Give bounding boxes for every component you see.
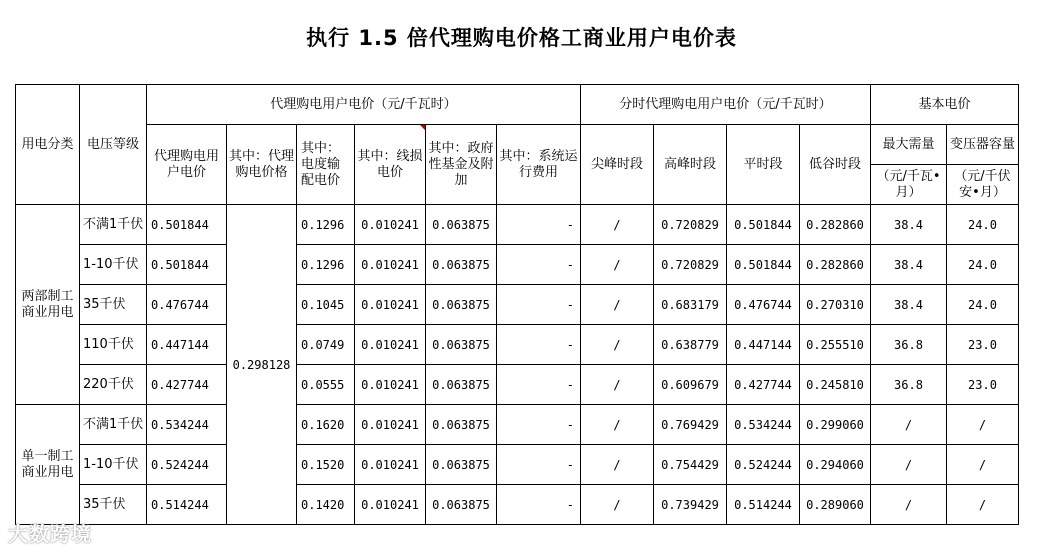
table-header [16, 85, 1019, 205]
fund-cell: 0.063875 [426, 445, 497, 485]
loss-cell: 0.010241 [355, 405, 426, 445]
peak-cell: 0.769429 [654, 405, 727, 445]
max-demand-cell: 36.8 [871, 325, 947, 365]
table-row [16, 245, 1019, 285]
table-row [16, 485, 1019, 525]
flat-cell: 0.524244 [727, 445, 800, 485]
system-cell: - [497, 485, 581, 525]
peak-cell: 0.609679 [654, 365, 727, 405]
sharp-peak-cell: / [581, 325, 654, 365]
header-transformer-capacity: 变压器容量 [947, 125, 1019, 165]
agent-price-cell: 0.447144 [147, 325, 227, 365]
voltage-cell: 220千伏 [80, 365, 147, 405]
voltage-cell: 110千伏 [80, 325, 147, 365]
sharp-peak-cell: / [581, 365, 654, 405]
system-cell: - [497, 365, 581, 405]
fund-cell: 0.063875 [426, 485, 497, 525]
fund-cell: 0.063875 [426, 245, 497, 285]
transmission-cell: 0.1296 [297, 245, 355, 285]
watermark: 大数跨境 [8, 522, 92, 546]
fund-cell: 0.063875 [426, 205, 497, 245]
voltage-cell: 35千伏 [80, 485, 147, 525]
agent-price-cell: 0.476744 [147, 285, 227, 325]
header-of-which-loss: 其中：线损电价 [355, 125, 426, 205]
flat-cell: 0.534244 [727, 405, 800, 445]
system-cell: - [497, 245, 581, 285]
capacity-cell: 23.0 [947, 365, 1019, 405]
system-cell: - [497, 405, 581, 445]
header-agent-price: 代理购电用户电价 [147, 125, 227, 205]
comment-marker-icon [420, 125, 425, 130]
max-demand-cell: 38.4 [871, 205, 947, 245]
capacity-cell: 23.0 [947, 325, 1019, 365]
transmission-cell: 0.1620 [297, 405, 355, 445]
system-cell: - [497, 285, 581, 325]
peak-cell: 0.720829 [654, 245, 727, 285]
fund-cell: 0.063875 [426, 325, 497, 365]
valley-cell: 0.282860 [800, 205, 871, 245]
table-row [16, 325, 1019, 365]
loss-cell: 0.010241 [355, 485, 426, 525]
loss-cell: 0.010241 [355, 205, 426, 245]
header-category: 用电分类 [16, 85, 80, 205]
flat-cell: 0.476744 [727, 285, 800, 325]
table-row [16, 365, 1019, 405]
capacity-cell: 24.0 [947, 285, 1019, 325]
header-of-which-system: 其中：系统运行费用 [497, 125, 581, 205]
valley-cell: 0.255510 [800, 325, 871, 365]
peak-cell: 0.638779 [654, 325, 727, 365]
voltage-cell: 1-10千伏 [80, 245, 147, 285]
max-demand-cell: 36.8 [871, 365, 947, 405]
max-demand-cell: / [871, 445, 947, 485]
loss-cell: 0.010241 [355, 285, 426, 325]
voltage-cell: 35千伏 [80, 285, 147, 325]
valley-cell: 0.289060 [800, 485, 871, 525]
agent-price-cell: 0.427744 [147, 365, 227, 405]
flat-cell: 0.501844 [727, 205, 800, 245]
sharp-peak-cell: / [581, 445, 654, 485]
price-table [15, 84, 1019, 525]
table-row [16, 285, 1019, 325]
max-demand-cell: 38.4 [871, 245, 947, 285]
header-max-demand-unit: （元/千瓦•月） [871, 165, 947, 205]
fund-cell: 0.063875 [426, 285, 497, 325]
header-group-agent: 代理购电用户电价（元/千瓦时） [147, 85, 581, 125]
category-cell: 两部制工商业用电 [16, 205, 80, 405]
capacity-cell: 24.0 [947, 205, 1019, 245]
capacity-cell: / [947, 485, 1019, 525]
valley-cell: 0.294060 [800, 445, 871, 485]
sharp-peak-cell: / [581, 245, 654, 285]
peak-cell: 0.683179 [654, 285, 727, 325]
valley-cell: 0.245810 [800, 365, 871, 405]
valley-cell: 0.299060 [800, 405, 871, 445]
system-cell: - [497, 205, 581, 245]
page-title: 执行 1.5 倍代理购电价格工商业用户电价表 [306, 26, 737, 50]
header-voltage: 电压等级 [80, 85, 147, 205]
transmission-cell: 0.0555 [297, 365, 355, 405]
shared-agent-purchase-price-cell: 0.298128 [227, 205, 297, 525]
transmission-cell: 0.1296 [297, 205, 355, 245]
max-demand-cell: / [871, 405, 947, 445]
header-valley: 低谷时段 [800, 125, 871, 205]
transmission-cell: 0.1420 [297, 485, 355, 525]
max-demand-cell: / [871, 485, 947, 525]
header-of-which-agent: 其中：代理购电价格 [227, 125, 297, 205]
system-cell: - [497, 325, 581, 365]
agent-price-cell: 0.501844 [147, 205, 227, 245]
voltage-cell: 不满1千伏 [80, 205, 147, 245]
fund-cell: 0.063875 [426, 405, 497, 445]
agent-price-cell: 0.501844 [147, 245, 227, 285]
header-sharp-peak: 尖峰时段 [581, 125, 654, 205]
peak-cell: 0.720829 [654, 205, 727, 245]
agent-price-cell: 0.524244 [147, 445, 227, 485]
header-of-which-transmission: 其中：电度输配电价 [297, 125, 355, 205]
transmission-cell: 0.1045 [297, 285, 355, 325]
flat-cell: 0.514244 [727, 485, 800, 525]
header-transformer-unit: （元/千伏安•月） [947, 165, 1019, 205]
category-cell: 单一制工商业用电 [16, 405, 80, 525]
table-row [16, 445, 1019, 485]
peak-cell: 0.754429 [654, 445, 727, 485]
sharp-peak-cell: / [581, 205, 654, 245]
table-row [16, 405, 1019, 445]
capacity-cell: 24.0 [947, 245, 1019, 285]
table-body [16, 205, 1019, 525]
max-demand-cell: 38.4 [871, 285, 947, 325]
sharp-peak-cell: / [581, 285, 654, 325]
agent-price-cell: 0.534244 [147, 405, 227, 445]
header-group-tou: 分时代理购电用户电价（元/千瓦时） [581, 85, 871, 125]
header-group-basic: 基本电价 [871, 85, 1019, 125]
voltage-cell: 1-10千伏 [80, 445, 147, 485]
sharp-peak-cell: / [581, 485, 654, 525]
peak-cell: 0.739429 [654, 485, 727, 525]
flat-cell: 0.427744 [727, 365, 800, 405]
fund-cell: 0.063875 [426, 365, 497, 405]
transmission-cell: 0.1520 [297, 445, 355, 485]
loss-cell: 0.010241 [355, 245, 426, 285]
table-row [16, 205, 1019, 245]
flat-cell: 0.501844 [727, 245, 800, 285]
loss-cell: 0.010241 [355, 445, 426, 485]
system-cell: - [497, 445, 581, 485]
header-max-demand: 最大需量 [871, 125, 947, 165]
capacity-cell: / [947, 405, 1019, 445]
sharp-peak-cell: / [581, 405, 654, 445]
agent-price-cell: 0.514244 [147, 485, 227, 525]
loss-cell: 0.010241 [355, 325, 426, 365]
capacity-cell: / [947, 445, 1019, 485]
header-of-which-fund: 其中：政府性基金及附加 [426, 125, 497, 205]
loss-cell: 0.010241 [355, 365, 426, 405]
valley-cell: 0.282860 [800, 245, 871, 285]
voltage-cell: 不满1千伏 [80, 405, 147, 445]
header-peak: 高峰时段 [654, 125, 727, 205]
flat-cell: 0.447144 [727, 325, 800, 365]
header-flat: 平时段 [727, 125, 800, 205]
transmission-cell: 0.0749 [297, 325, 355, 365]
valley-cell: 0.270310 [800, 285, 871, 325]
